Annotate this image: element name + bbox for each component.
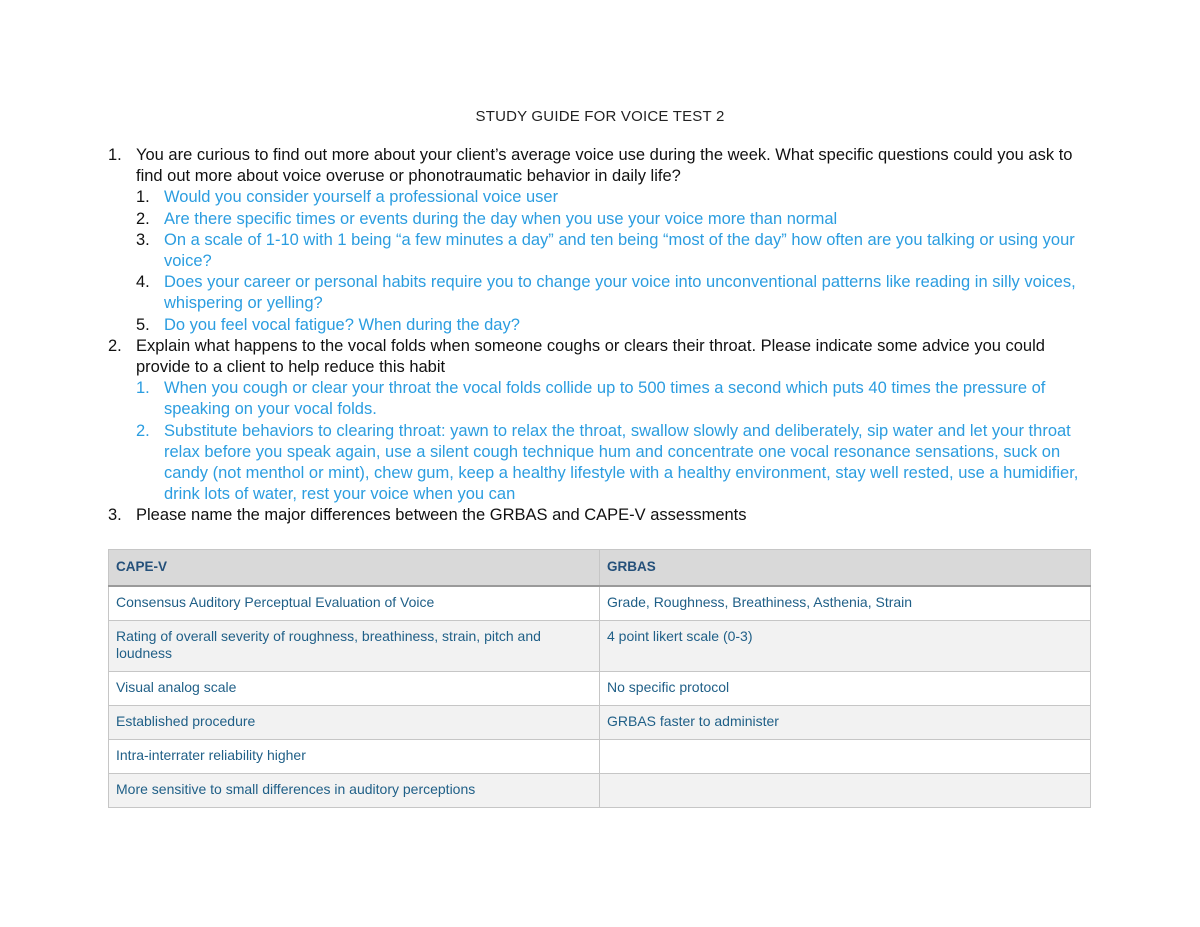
answer-text: Would you consider yourself a professional voice user (164, 188, 559, 207)
answer-1-2 (108, 209, 1098, 230)
answer-number: 2. (136, 421, 150, 440)
comparison-table (108, 549, 1091, 808)
answer-text: Substitute behaviors to clearing throat: yawn to relax the throat, swallow slowly and deliberately, sip water and let your throat relax before you speak again, use a silent cough technique hum and concentrate one vocal resonance sensations, suck on candy (not menthol or mint), chew gum, keep a healthy lifestyle with a healthy environment, stay well rested, use a humidifier, drink lots of water, rest your voice when you can (164, 421, 1079, 504)
table-cell: Rating of overall severity of roughness, breathiness, strain, pitch and loudness (109, 621, 600, 672)
table-cell: GRBAS faster to administer (600, 706, 1091, 740)
table-row (109, 774, 1091, 808)
answer-number: 2. (136, 209, 150, 228)
table-cell: 4 point likert scale (0-3) (600, 621, 1091, 672)
column-header-cape-v: CAPE-V (109, 550, 600, 587)
answer-1-3 (108, 230, 1098, 272)
table-cell (600, 740, 1091, 774)
table-row (109, 706, 1091, 740)
question-text: You are curious to find out more about your client’s average voice use during the week. What specific questions could you ask to find out more about voice overuse or phonotraumatic behavior in daily life? (136, 146, 1073, 186)
question-number: 1. (108, 146, 122, 164)
question-number: 2. (108, 336, 122, 355)
answer-number: 5. (136, 315, 150, 334)
table-cell: Grade, Roughness, Breathiness, Asthenia, Strain (600, 586, 1091, 621)
table-row (109, 672, 1091, 706)
table-cell: Established procedure (109, 706, 600, 740)
answer-2-2 (108, 421, 1098, 506)
table-cell: Visual analog scale (109, 672, 600, 706)
question-number: 3. (108, 506, 122, 525)
answer-1-1 (108, 187, 1098, 208)
table-row (109, 586, 1091, 621)
answer-text: Do you feel vocal fatigue? When during the day? (164, 315, 520, 334)
column-header-grbas: GRBAS (600, 550, 1091, 587)
table-cell: Intra-interrater reliability higher (109, 740, 600, 774)
answer-text: Does your career or personal habits require you to change your voice into unconventional patterns like reading in silly voices, whispering or yelling? (164, 273, 1076, 313)
answer-number: 1. (136, 188, 150, 207)
table-row (109, 740, 1091, 774)
table-cell: No specific protocol (600, 672, 1091, 706)
table-cell: Consensus Auditory Perceptual Evaluation of Voice (109, 586, 600, 621)
table-row (109, 621, 1091, 672)
answer-text: When you cough or clear your throat the vocal folds collide up to 500 times a second which puts 40 times the pressure of speaking on your vocal folds. (164, 379, 1046, 419)
answer-text: On a scale of 1-10 with 1 being “a few minutes a day” and ten being “most of the day” how often are you talking or using your voice? (164, 230, 1075, 271)
document-title: STUDY GUIDE FOR VOICE TEST 2 (475, 108, 725, 125)
answer-1-4 (108, 272, 1098, 314)
table-cell: More sensitive to small differences in auditory perceptions (109, 774, 600, 808)
question-text: Please name the major differences between the GRBAS and CAPE-V assessments (136, 506, 747, 525)
answer-2-1 (108, 378, 1098, 420)
table-cell (600, 774, 1091, 808)
answer-number: 3. (136, 230, 150, 249)
answer-number: 4. (136, 273, 150, 292)
question-2 (108, 336, 1098, 378)
answer-number: 1. (136, 379, 150, 398)
question-3 (108, 505, 1098, 526)
question-text: Explain what happens to the vocal folds when someone coughs or clears their throat. Please indicate some advice you could provide to a client to help reduce this habit (136, 336, 1045, 377)
answer-text: Are there specific times or events during the day when you use your voice more than normal (164, 209, 838, 228)
question-list (108, 145, 1098, 527)
answer-1-5 (108, 315, 1098, 336)
table-header-row (109, 550, 1091, 587)
question-1 (108, 145, 1098, 187)
